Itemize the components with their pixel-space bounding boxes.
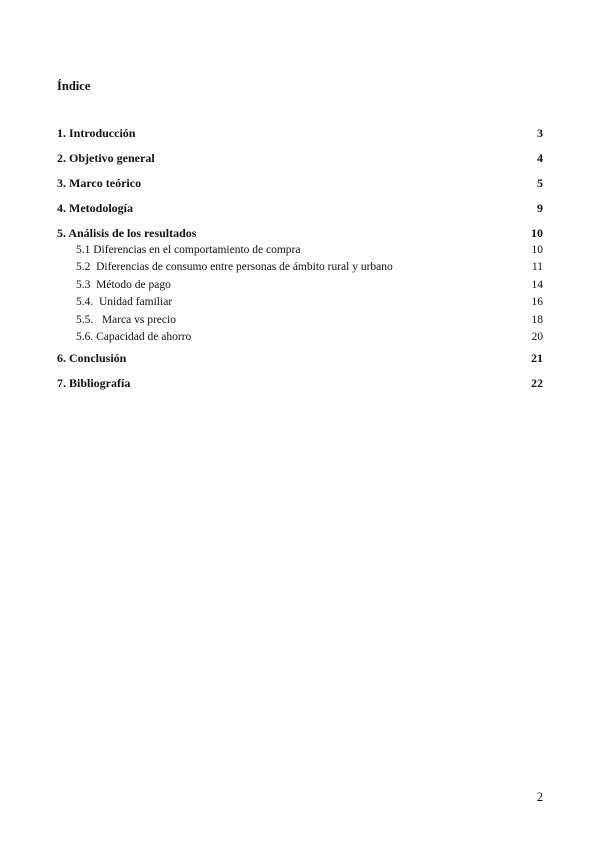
toc-entry-page: 20 <box>531 331 543 343</box>
toc-entry-conclusion[interactable] <box>57 350 543 375</box>
toc-entry-label: 5.1 Diferencias en el comportamiento de compra <box>76 243 301 256</box>
toc-entry-marco-teorico[interactable] <box>57 175 543 200</box>
toc-entry-page: 4 <box>537 151 543 165</box>
toc-entry-label: 5.4. Unidad familiar <box>76 296 173 308</box>
toc-entry-label: 1. Introducción <box>57 126 136 140</box>
toc-entry-introduccion[interactable] <box>57 125 543 150</box>
toc-entry-page: 18 <box>531 313 543 326</box>
toc-entry-label: 5.6. Capacidad de ahorro <box>76 331 192 343</box>
toc-entry-metodologia[interactable] <box>57 200 543 225</box>
page-title: Índice <box>57 79 91 93</box>
toc-entry-label: 5.3 Método de pago <box>76 278 171 291</box>
toc-entry-page: 21 <box>531 351 543 365</box>
toc-entry-label: 5.5. Marca vs precio <box>76 313 176 326</box>
toc-entry-page: 14 <box>531 278 543 291</box>
toc-subentry-5-5[interactable] <box>57 312 543 330</box>
toc-entry-page: 9 <box>537 201 543 215</box>
toc-entry-bibliografia[interactable] <box>57 375 543 400</box>
toc-entry-label: 5.2 Diferencias de consumo entre personas de ámbito rural y urbano <box>76 261 393 273</box>
page-number: 2 <box>536 790 543 804</box>
toc-entry-page: 5 <box>537 176 543 190</box>
toc-entry-page: 22 <box>531 376 543 390</box>
toc-entry-page: 11 <box>531 261 543 273</box>
toc-entry-page: 10 <box>531 226 543 240</box>
toc-entry-label: 6. Conclusión <box>57 351 127 365</box>
toc-entry-page: 3 <box>537 126 543 140</box>
toc-entry-label: 4. Metodología <box>57 201 133 215</box>
toc-entry-page: 10 <box>531 243 543 256</box>
toc-subentry-5-1[interactable] <box>57 242 543 260</box>
toc-entry-label: 5. Análisis de los resultados <box>57 226 197 240</box>
toc-subentry-5-2[interactable] <box>57 259 543 277</box>
toc-subentry-5-6[interactable] <box>57 329 543 350</box>
toc-entry-label: 3. Marco teórico <box>57 176 142 190</box>
toc-subentry-5-4[interactable] <box>57 294 543 312</box>
toc-entry-analisis-resultados[interactable] <box>57 225 543 242</box>
toc-subentry-5-3[interactable] <box>57 277 543 295</box>
table-of-contents <box>57 125 543 400</box>
toc-entry-label: 2. Objetivo general <box>57 151 155 165</box>
toc-entry-label: 7. Bibliografía <box>57 376 131 390</box>
toc-entry-page: 16 <box>531 296 543 308</box>
toc-entry-objetivo-general[interactable] <box>57 150 543 175</box>
